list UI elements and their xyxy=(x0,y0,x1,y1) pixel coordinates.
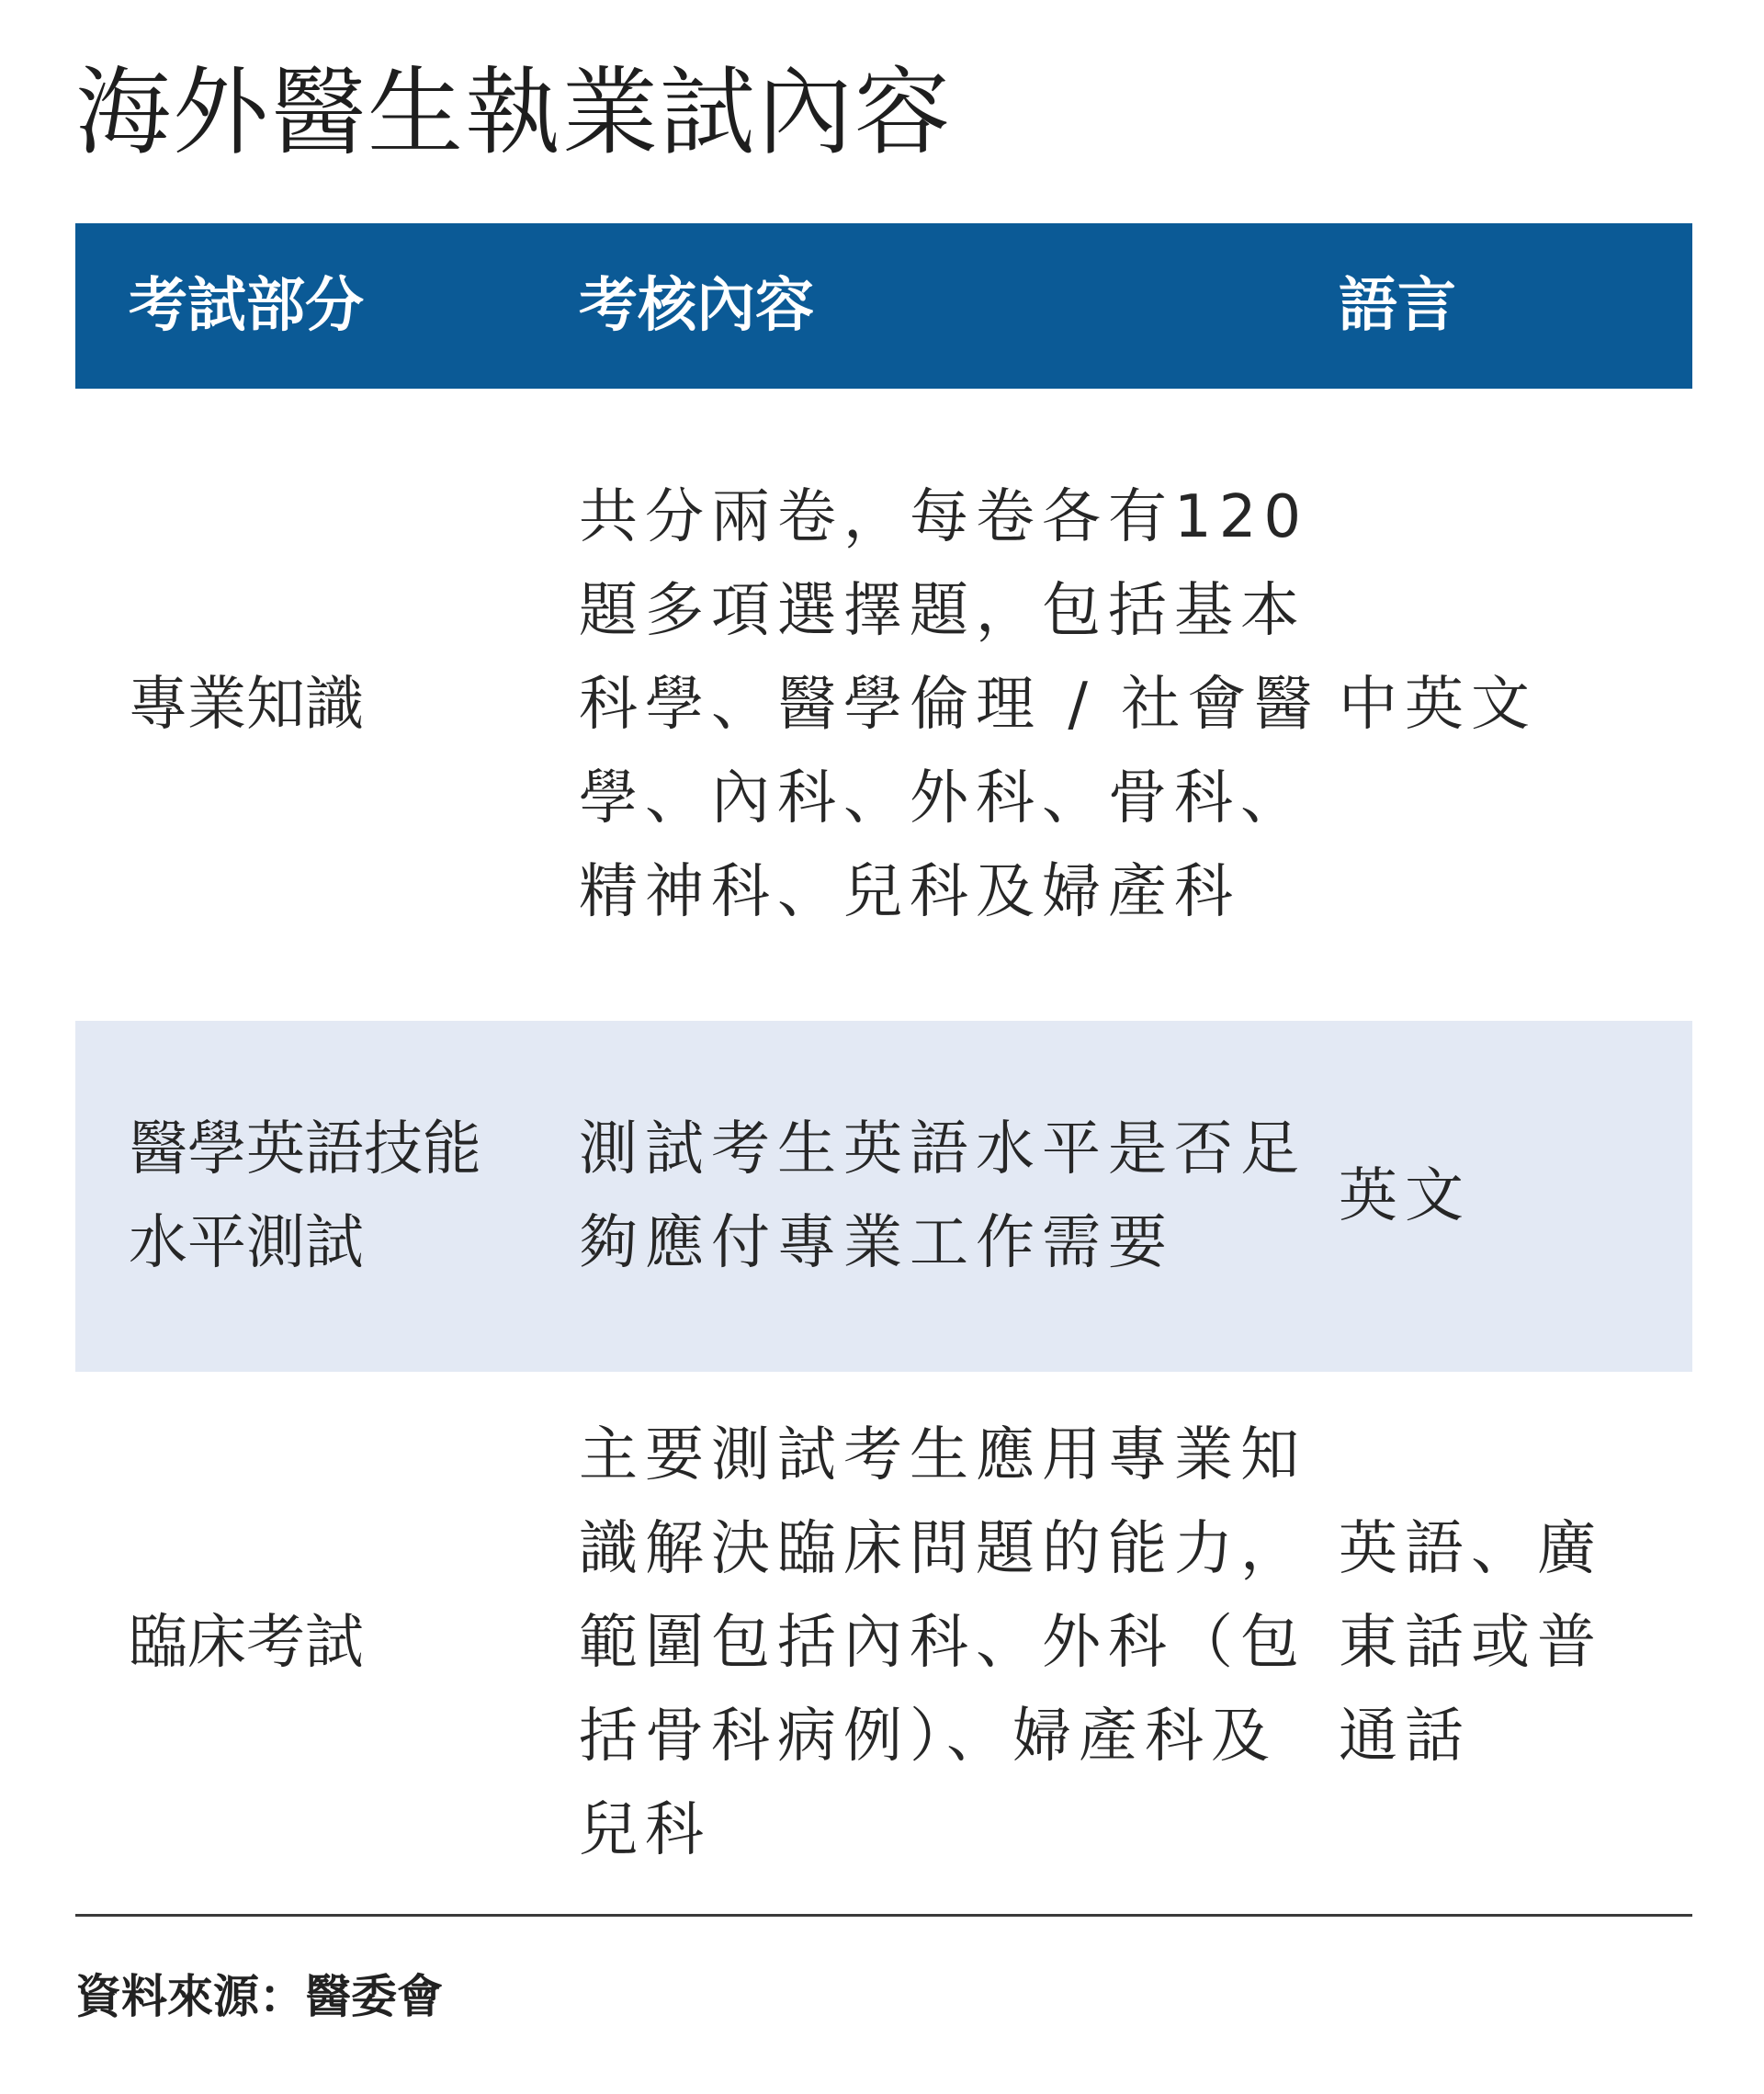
page-title: 海外醫生執業試內容 xyxy=(75,56,953,168)
row-section xyxy=(129,1021,533,1372)
row-section xyxy=(129,389,533,1021)
table-header-row xyxy=(75,223,1692,389)
row-content xyxy=(579,389,1341,1021)
row-section-text: 醫學英語技能水平測試 xyxy=(129,1115,481,1277)
exam-content-table xyxy=(75,223,1692,1914)
table-row xyxy=(75,1372,1692,1914)
row-content-text: 測試考生英語水平是否足夠應付專業工作需要 xyxy=(579,1115,1306,1277)
source-note: 資料來源：醫委會 xyxy=(75,1970,443,2023)
table-row xyxy=(75,389,1692,1021)
row-content-text: 主要測試考生應用專業知識解決臨床問題的能力，範圍包括內科、外科（包括骨科病例）、婦產科及兒科 xyxy=(579,1421,1306,1864)
row-content-text: 共分兩卷，每卷各有120題多項選擇題，包括基本科學、醫學倫理 / 社會醫學、內科、外科、骨科、精神科、兒科及婦產科 xyxy=(579,483,1320,926)
row-section-text: 專業知識 xyxy=(129,671,364,739)
row-content xyxy=(579,1372,1341,1914)
header-content: 考核內容 xyxy=(579,272,814,340)
row-language-text: 英文 xyxy=(1339,1162,1471,1230)
table-bottom-divider xyxy=(75,1914,1692,1917)
row-language xyxy=(1339,1372,1651,1914)
row-section-text: 臨床考試 xyxy=(129,1609,364,1677)
row-language-text: 英語、廣東話或普通話 xyxy=(1339,1515,1603,1771)
row-section xyxy=(129,1372,533,1914)
row-content xyxy=(579,1021,1341,1372)
row-language xyxy=(1339,389,1651,1021)
table-row xyxy=(75,1021,1692,1372)
header-section: 考試部分 xyxy=(129,272,364,340)
row-language xyxy=(1339,1021,1651,1372)
row-language-text: 中英文 xyxy=(1339,671,1537,739)
header-language: 語言 xyxy=(1339,272,1456,340)
